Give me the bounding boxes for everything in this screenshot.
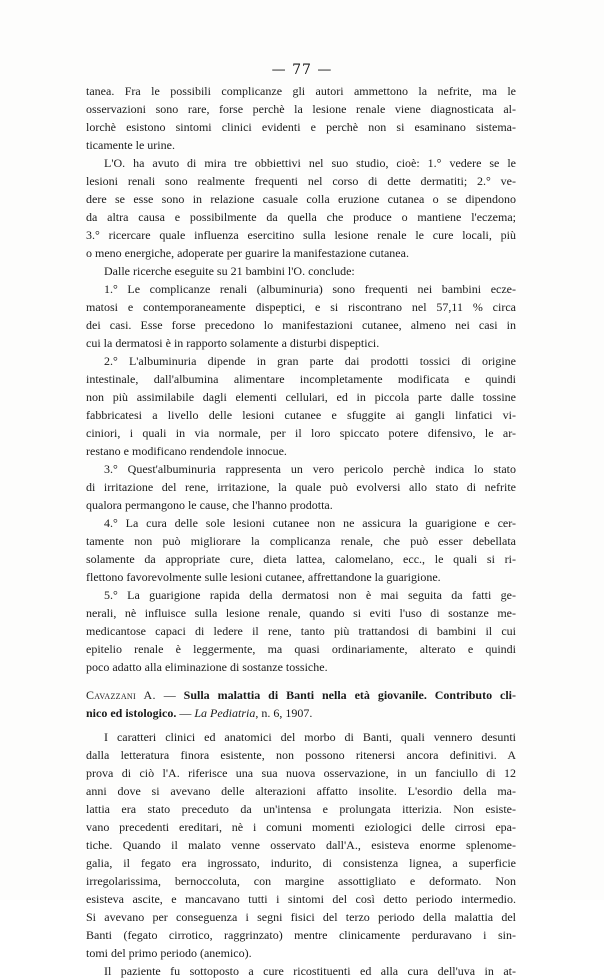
text-line: cui la dermatosi è in rapporto solamente a disturbi dispeptici. bbox=[86, 336, 380, 350]
text-line: 3.° ricercare quale influenza esercitino sulla lesione renale le cure locali, più bbox=[86, 228, 516, 242]
text-line: fabbricatesi a livello delle lesioni cutanee e sfuggite ai gangli linfatici vi- bbox=[86, 408, 516, 422]
text-line: vano precedenti ereditari, nè i comuni momenti eziologici delle cirrosi epa- bbox=[86, 820, 516, 834]
text-line: epitelio renale è leggermente, ma quasi ordinariamente, alterato e quindi bbox=[86, 642, 516, 656]
citation: , n. 6, 1907. bbox=[255, 706, 313, 720]
article-heading-line bbox=[86, 686, 516, 704]
text-line: irregolarissima, bernoccoluta, con margine assottigliato e deformato. Non bbox=[86, 874, 516, 888]
text-line: Banti (fegato cirrotico, raggrinzato) mentre clinicamente perduravano i sin- bbox=[86, 928, 516, 942]
page-text bbox=[86, 82, 516, 980]
article-heading-line bbox=[86, 704, 516, 722]
text-line: osservazioni sono rare, forse perchè la lesione renale viene diagnosticata al- bbox=[86, 102, 516, 116]
text-line: 3.° Quest'albuminuria rappresenta un vero pericolo perchè indica lo stato bbox=[104, 462, 516, 476]
text-line: di irritazione del rene, irritazione, la quale può evolversi allo stato di nefrite bbox=[86, 480, 516, 494]
text-line: prova di ciò l'A. riferisce una sua nuova osservazione, in un fanciullo di 12 bbox=[86, 766, 516, 780]
text-line: 1.° Le complicanze renali (albuminuria) sono frequenti nei bambini ecze- bbox=[104, 282, 516, 296]
dash: — bbox=[155, 688, 184, 702]
text-line: Dalle ricerche eseguite su 21 bambini l'O. conclude: bbox=[104, 264, 355, 278]
text-line: intestinale, dall'albumina alimentare incompletamente modificata e quindi bbox=[86, 372, 516, 386]
text-line: solamente da appropriate cure, dieta lattea, calomelano, ecc., le quali si ri- bbox=[86, 552, 516, 566]
text-line: Il paziente fu sottoposto a cure ricostituenti ed alla cura dell'uva in at- bbox=[104, 964, 516, 978]
text-line: flettono favorevolmente sulle lesioni cutanee, affrettandone la guarigione. bbox=[86, 570, 441, 584]
text-line: 5.° La guarigione rapida della dermatosi non è mai seguita da fatti ge- bbox=[104, 588, 516, 602]
article-author: Cavazzani A. bbox=[86, 688, 156, 702]
text-line: tomi del primo periodo (anemico). bbox=[86, 946, 252, 960]
text-line: esisteva ascite, e mancavano tutti i sintomi del così detto periodo intermedio. bbox=[86, 892, 516, 906]
text-line: anni dove si avevano delle alterazioni affatto insolite. L'esordio della ma- bbox=[86, 784, 516, 798]
dash: — bbox=[176, 706, 195, 720]
text-line: I caratteri clinici ed anatomici del morbo di Banti, quali vennero desunti bbox=[104, 730, 516, 744]
text-line: dei casi. Esse forse precedono lo manifestazioni cutanee, almeno nei casi in bbox=[86, 318, 516, 332]
text-line: tamente non può migliorare la complicanza renale, che può esser debellata bbox=[86, 534, 516, 548]
article-title: Sulla malattia di Banti nella età giovanile. Contributo cli- bbox=[183, 688, 517, 702]
text-line: poco adatto alla eliminazione di sostanze tossiche. bbox=[86, 660, 328, 674]
article-body bbox=[86, 728, 516, 980]
text-line: ciniori, i quali in via normale, per il loro spiccato potere difensivo, le ar- bbox=[86, 426, 516, 440]
text-line: 4.° La cura delle sole lesioni cutanee non ne assicura la guarigione e cer- bbox=[104, 516, 516, 530]
text-line: Si avevano per conseguenza i segni fisici del terzo periodo della malattia del bbox=[86, 910, 516, 924]
text-line: matosi e contemporaneamente dispeptici, e si riscontrano nel 57,11 % circa bbox=[86, 300, 516, 314]
text-line: dere se esse sono in relazione casuale colla eruzione cutanea o se dipendono bbox=[86, 192, 516, 206]
article-heading bbox=[86, 686, 516, 722]
text-line: L'O. ha avuto di mira tre obbiettivi nel suo studio, cioè: 1.° vedere se le bbox=[104, 156, 516, 170]
text-line: non più assimilabile dagli elementi cellulari, ed in piccola parte dalle tossine bbox=[86, 390, 516, 404]
text-line: tiche. Quando il malato venne osservato dall'A., esisteva enorme splenome- bbox=[86, 838, 516, 852]
text-line: galia, il fegato era ingrossato, indurito, di consistenza lignea, a superficie bbox=[86, 856, 516, 870]
text-line: da altra causa e possibilmente da quella che produce o mantiene l'eczema; bbox=[86, 210, 516, 224]
text-line: ticamente le urine. bbox=[86, 138, 175, 152]
page-number: — 77 — bbox=[271, 62, 333, 78]
text-line: medicantose capaci di ledere il rene, tanto più trattandosi di bambini il cui bbox=[86, 624, 516, 638]
text-line: lesioni renali sono realmente frequenti nel corso di dette dermatiti; 2.° ve- bbox=[86, 174, 516, 188]
text-line: nerali, nè influisce sulla lesione renale, quando si eviti l'uso di sostanze me- bbox=[86, 606, 516, 620]
text-line: qualora permangono le cause, che l'hanno prodotta. bbox=[86, 498, 333, 512]
text-line: lattia era stato preceduto da un'intensa e prolungata itterizia. Non esiste- bbox=[86, 802, 516, 816]
text-line: dalla letteratura finora esistente, non possono ritenersi ancora definitivi. A bbox=[86, 748, 516, 762]
section-eczema-nephritis bbox=[86, 82, 516, 676]
text-line: lorchè esistono sintomi clinici evidenti e perchè non si esaminano sistema- bbox=[86, 120, 516, 134]
article-title-cont: nico ed istologico. bbox=[86, 706, 177, 720]
text-line: 2.° L'albuminuria dipende in gran parte dai prodotti tossici di origine bbox=[104, 354, 516, 368]
text-line: restano e modificano rendendole innocue. bbox=[86, 444, 287, 458]
text-line: tanea. Fra le possibili complicanze gli autori ammettono la nefrite, ma le bbox=[86, 84, 516, 98]
journal-name: La Pediatria bbox=[194, 706, 256, 720]
text-line: o meno energiche, adoperate per guarire la manifestazione cutanea. bbox=[86, 246, 409, 260]
